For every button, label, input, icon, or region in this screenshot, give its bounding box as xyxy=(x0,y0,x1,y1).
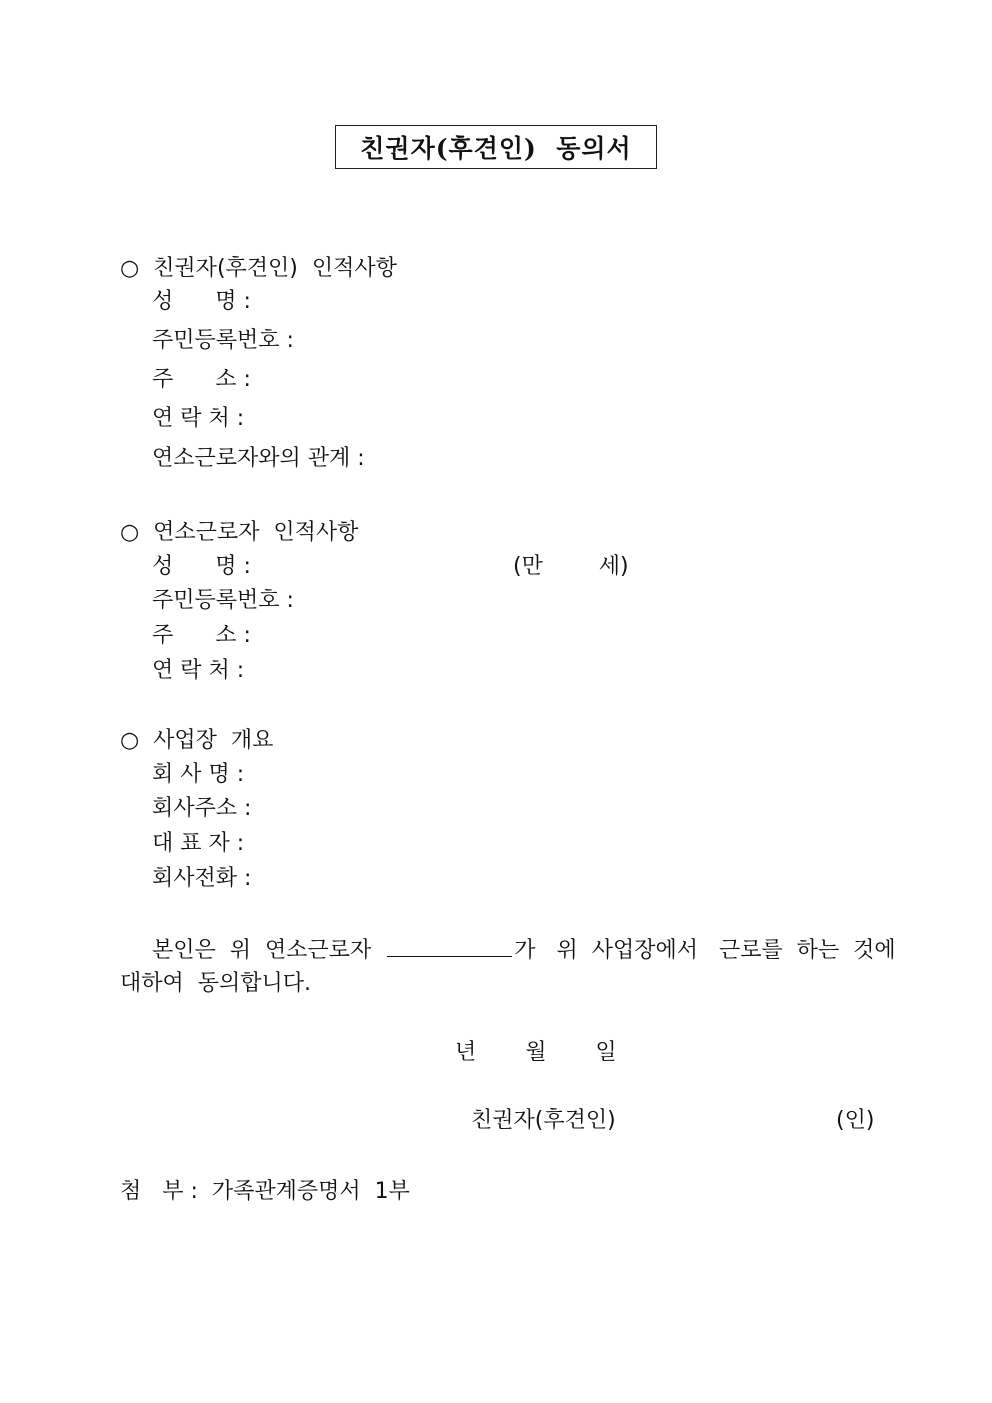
company-address-label: 회사주소 : xyxy=(152,796,252,821)
company-phone-label: 회사전화 : xyxy=(152,866,252,891)
minor-rrn-label: 주민등록번호 : xyxy=(152,588,294,613)
guardian-rrn-label: 주민등록번호 : xyxy=(152,328,294,353)
guardian-contact-label: 연 락 처 : xyxy=(152,406,245,431)
signer-label: 친권자(후견인) xyxy=(471,1108,616,1133)
attachment-line: 첨 부 : 가족관계증명서 1부 xyxy=(120,1179,410,1204)
consent-text-after: 가 위 사업장에서 근로를 하는 것에 xyxy=(514,938,896,963)
consent-text-before: 본인은 위 연소근로자 xyxy=(152,938,386,963)
guardian-section-heading: ○ 친권자(후견인) 인적사항 xyxy=(120,256,397,281)
guardian-address-label: 주 소 : xyxy=(152,367,251,392)
minor-name-label: 성 명 : xyxy=(152,554,251,579)
document-title: 친권자(후견인) 동의서 xyxy=(335,125,657,169)
minor-address-label: 주 소 : xyxy=(152,623,251,648)
minor-contact-label: 연 락 처 : xyxy=(152,658,245,683)
representative-label: 대 표 자 : xyxy=(152,831,245,856)
minor-name-blank[interactable] xyxy=(387,934,512,957)
date-line: 년 월 일 xyxy=(455,1040,617,1065)
company-name-label: 회 사 명 : xyxy=(152,762,245,787)
guardian-relation-label: 연소근로자와의 관계 : xyxy=(152,446,365,471)
seal-label: (인) xyxy=(836,1108,875,1133)
workplace-section-heading: ○ 사업장 개요 xyxy=(120,728,274,753)
guardian-name-label: 성 명 : xyxy=(152,289,251,314)
minor-age-label: (만 세) xyxy=(513,554,629,579)
consent-line-2: 대하여 동의합니다. xyxy=(120,971,311,996)
consent-line-1 xyxy=(152,934,896,966)
minor-section-heading: ○ 연소근로자 인적사항 xyxy=(120,520,359,545)
